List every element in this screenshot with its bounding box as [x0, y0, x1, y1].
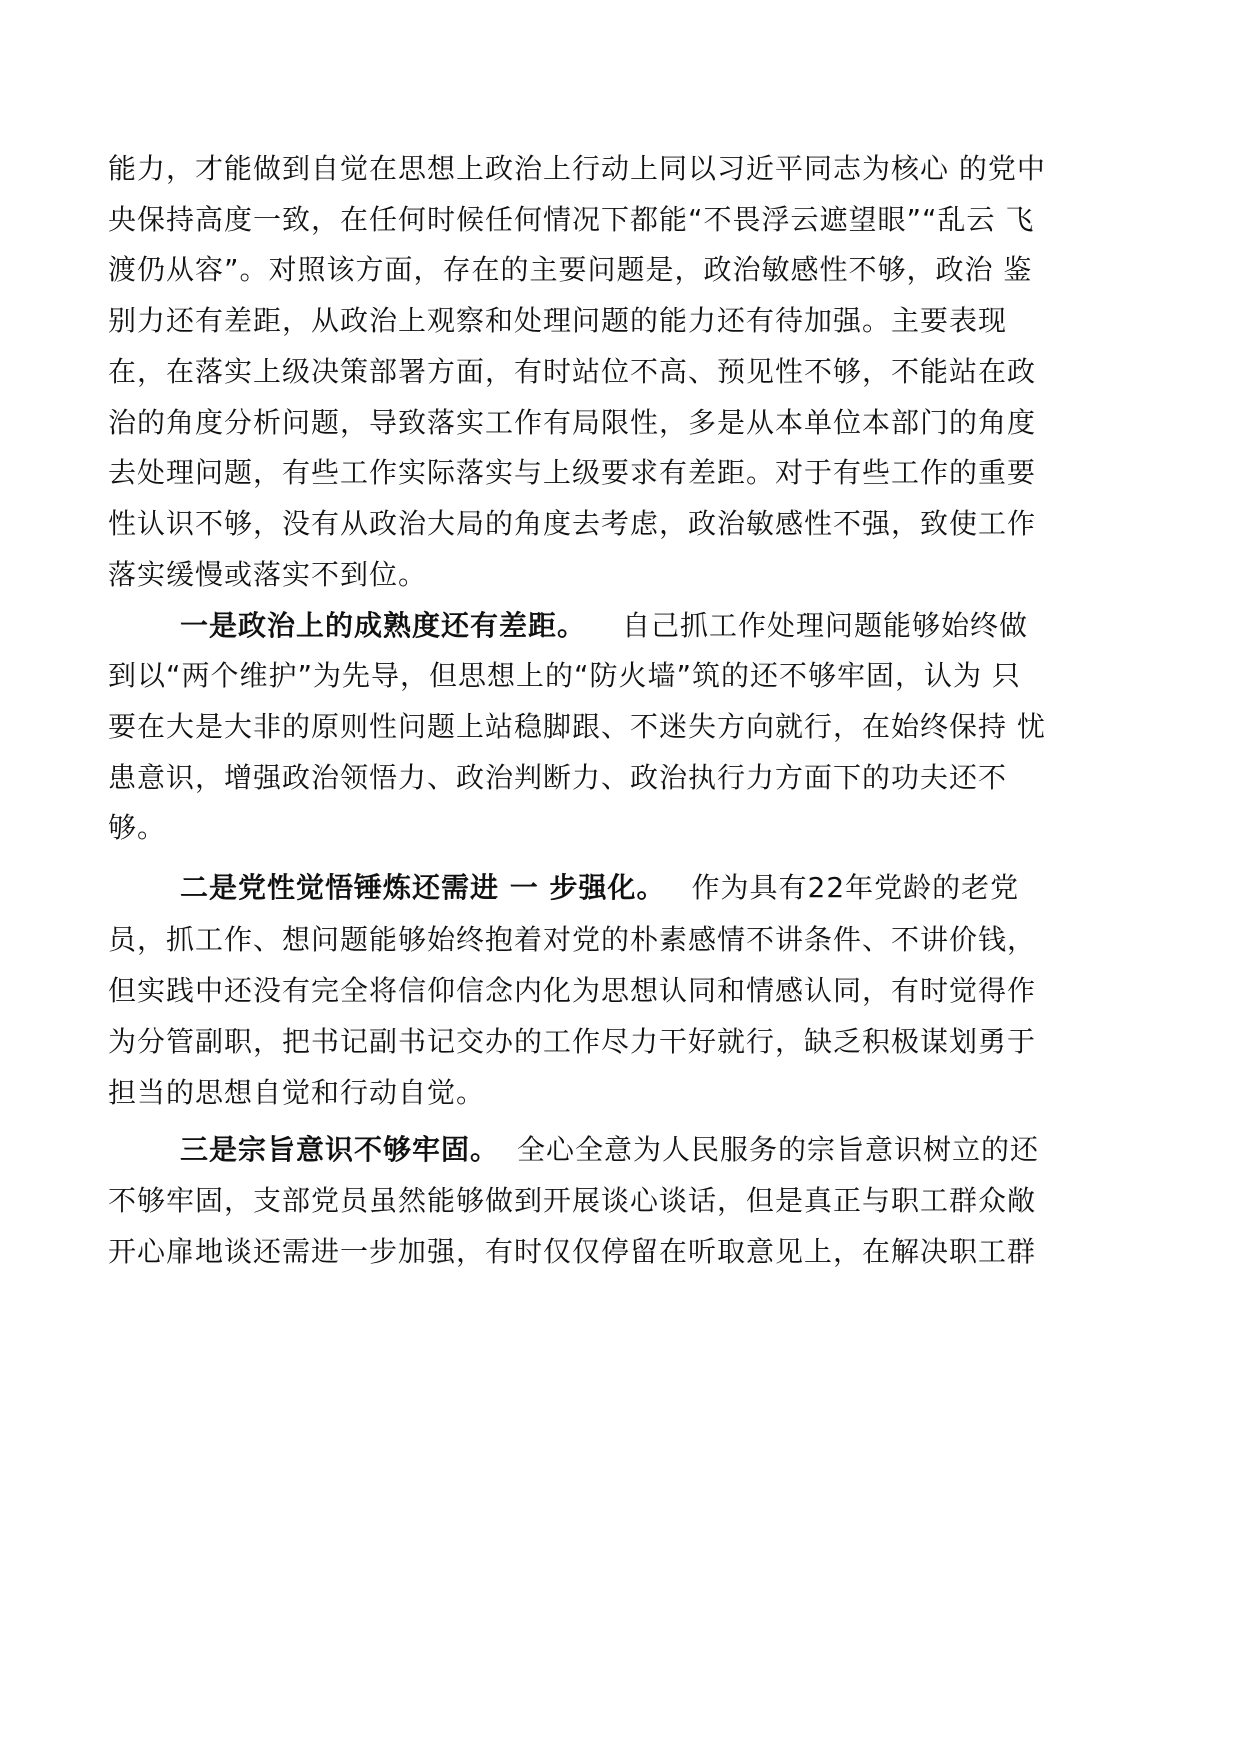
paragraph-text: 全心全意为人民服务的宗旨意识树立的还 — [517, 1133, 1040, 1166]
body-line: 去处理问题，有些工作实际落实与上级要求有差距。对于有些工作的重要 — [108, 456, 1037, 489]
body-line: 渡仍从容”。对照该方面，存在的主要问题是，政治敏感性不够，政治 鉴 — [108, 253, 1033, 286]
paragraph-heading: 一是政治上的成熟度还有差距。 — [180, 609, 587, 642]
body-line: 能力，才能做到自觉在思想上政治上行动上同以习近平同志为核心 的党中 — [108, 152, 1046, 185]
paragraph-heading: 三是宗旨意识不够牢固。 — [180, 1133, 500, 1166]
body-line: 为分管副职，把书记副书记交办的工作尽力干好就行，缺乏积极谋划勇于 — [108, 1025, 1037, 1058]
body-line: 要在大是大非的原则性问题上站稳脚跟、不迷失方向就行，在始终保持 忧 — [108, 710, 1046, 743]
paragraph-heading: 二是党性觉悟锤炼还需进 一 步强化。 — [180, 871, 666, 904]
body-line: 到以“两个维护”为先导，但思想上的“防火墙”筑的还不够牢固，认为 只 — [108, 659, 1021, 692]
body-line: 患意识，增强政治领悟力、政治判断力、政治执行力方面下的功夫还不 — [108, 761, 1008, 794]
paragraph-first-line — [180, 1130, 1039, 1170]
body-line: 性认识不够，没有从政治大局的角度去考虑，政治敏感性不强，致使工作 — [108, 507, 1037, 540]
paragraph-first-line — [180, 868, 1019, 908]
body-line: 在，在落实上级决策部署方面，有时站位不高、预见性不够，不能站在政 — [108, 355, 1037, 388]
body-line: 治的角度分析问题，导致落实工作有局限性，多是从本单位本部门的角度 — [108, 406, 1037, 439]
body-line: 别力还有差距，从政治上观察和处理问题的能力还有待加强。主要表现 — [108, 304, 1008, 337]
paragraph-text: 自己抓工作处理问题能够始终做 — [622, 609, 1029, 642]
body-line: 央保持高度一致，在任何时候任何情况下都能“不畏浮云遮望眼”“乱云 飞 — [108, 203, 1035, 236]
body-line: 够。 — [108, 811, 167, 844]
body-line: 开心扉地谈还需进一步加强，有时仅仅停留在听取意见上，在解决职工群 — [108, 1235, 1037, 1268]
body-line: 担当的思想自觉和行动自觉。 — [108, 1076, 486, 1109]
body-line: 不够牢固，支部党员虽然能够做到开展谈心谈话，但是真正与职工群众敞 — [108, 1184, 1037, 1217]
body-line: 但实践中还没有完全将信仰信念内化为思想认同和情感认同，有时觉得作 — [108, 974, 1037, 1007]
paragraph-first-line — [180, 606, 1028, 646]
paragraph-text: 作为具有22年党龄的老党 — [691, 871, 1020, 904]
body-line: 员，抓工作、想问题能够始终抱着对党的朴素感情不讲条件、不讲价钱， — [108, 923, 1037, 956]
body-line: 落实缓慢或落实不到位。 — [108, 558, 428, 591]
